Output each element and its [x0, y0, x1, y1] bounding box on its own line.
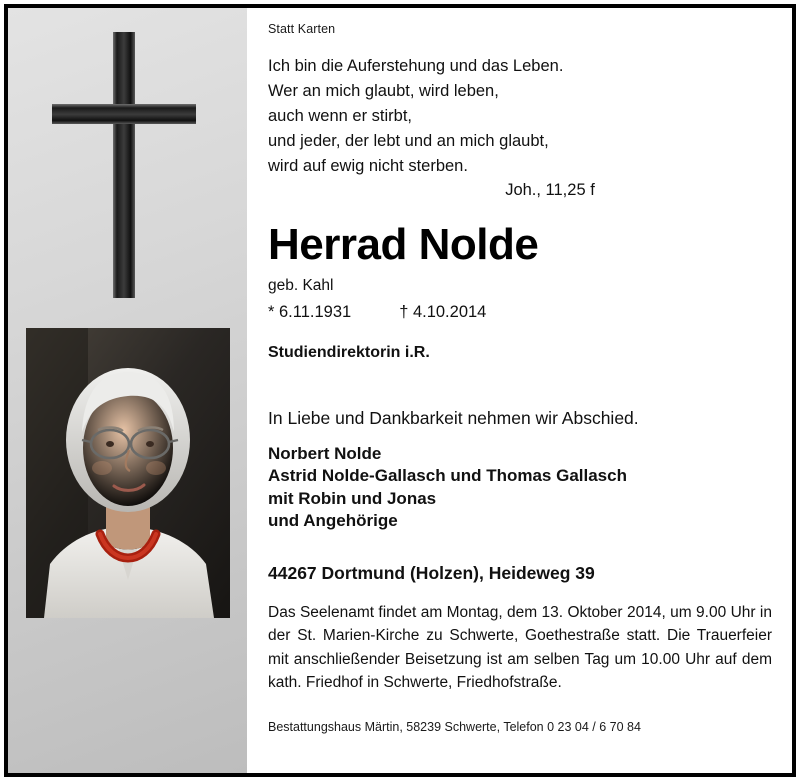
- death-date: † 4.10.2014: [399, 302, 487, 321]
- verse-line-5: wird auf ewig nicht sterben.: [268, 157, 468, 176]
- left-graphics-column: [8, 8, 247, 773]
- statt-karten-heading: Statt Karten: [268, 22, 336, 36]
- address: 44267 Dortmund (Holzen), Heideweg 39: [268, 563, 595, 584]
- family-line-3: mit Robin und Jonas: [268, 488, 437, 508]
- family-line-4: und Angehörige: [268, 511, 398, 531]
- family-list: [268, 443, 772, 533]
- family-line-1: Norbert Nolde: [268, 443, 382, 463]
- verse-line-1: Ich bin die Auferstehung und das Leben.: [268, 57, 564, 75]
- life-dates: [268, 303, 772, 322]
- verse-line-4: und jeder, der lebt und an mich glaubt,: [268, 132, 549, 151]
- obituary-frame: [4, 4, 796, 777]
- verse-line-2: Wer an mich glaubt, wird leben,: [268, 82, 499, 101]
- service-details: Das Seelenamt findet am Montag, dem 13. Oktober 2014, um 9.00 Uhr in der St. Marien-Kirche zu Schwerte, Goethestraße statt. Die Trauerfeier mit anschließender Beisetzung ist am selben Tag um 10.00 Uhr auf dem kath. Friedhof in Schwerte, Friedhofstraße.: [268, 604, 772, 691]
- bible-verse: [268, 54, 772, 179]
- cross-icon: [8, 30, 247, 300]
- birth-date: * 6.11.1931: [268, 302, 352, 321]
- family-line-2: Astrid Nolde-Gallasch und Thomas Gallasch: [268, 466, 627, 486]
- farewell-text: In Liebe und Dankbarkeit nehmen wir Abschied.: [268, 407, 639, 428]
- verse-reference: Joh., 11,25 f: [505, 181, 595, 200]
- verse-line-3: auch wenn er stirbt,: [268, 107, 412, 126]
- funeral-home-footer: Bestattungshaus Märtin, 58239 Schwerte, Telefon 0 23 04 / 6 70 84: [268, 720, 641, 735]
- deceased-name: Herrad Nolde: [268, 220, 539, 270]
- portrait-photo: [26, 328, 230, 618]
- text-column: [247, 8, 792, 773]
- profession: Studiendirektorin i.R.: [268, 343, 430, 361]
- maiden-name: geb. Kahl: [268, 276, 334, 294]
